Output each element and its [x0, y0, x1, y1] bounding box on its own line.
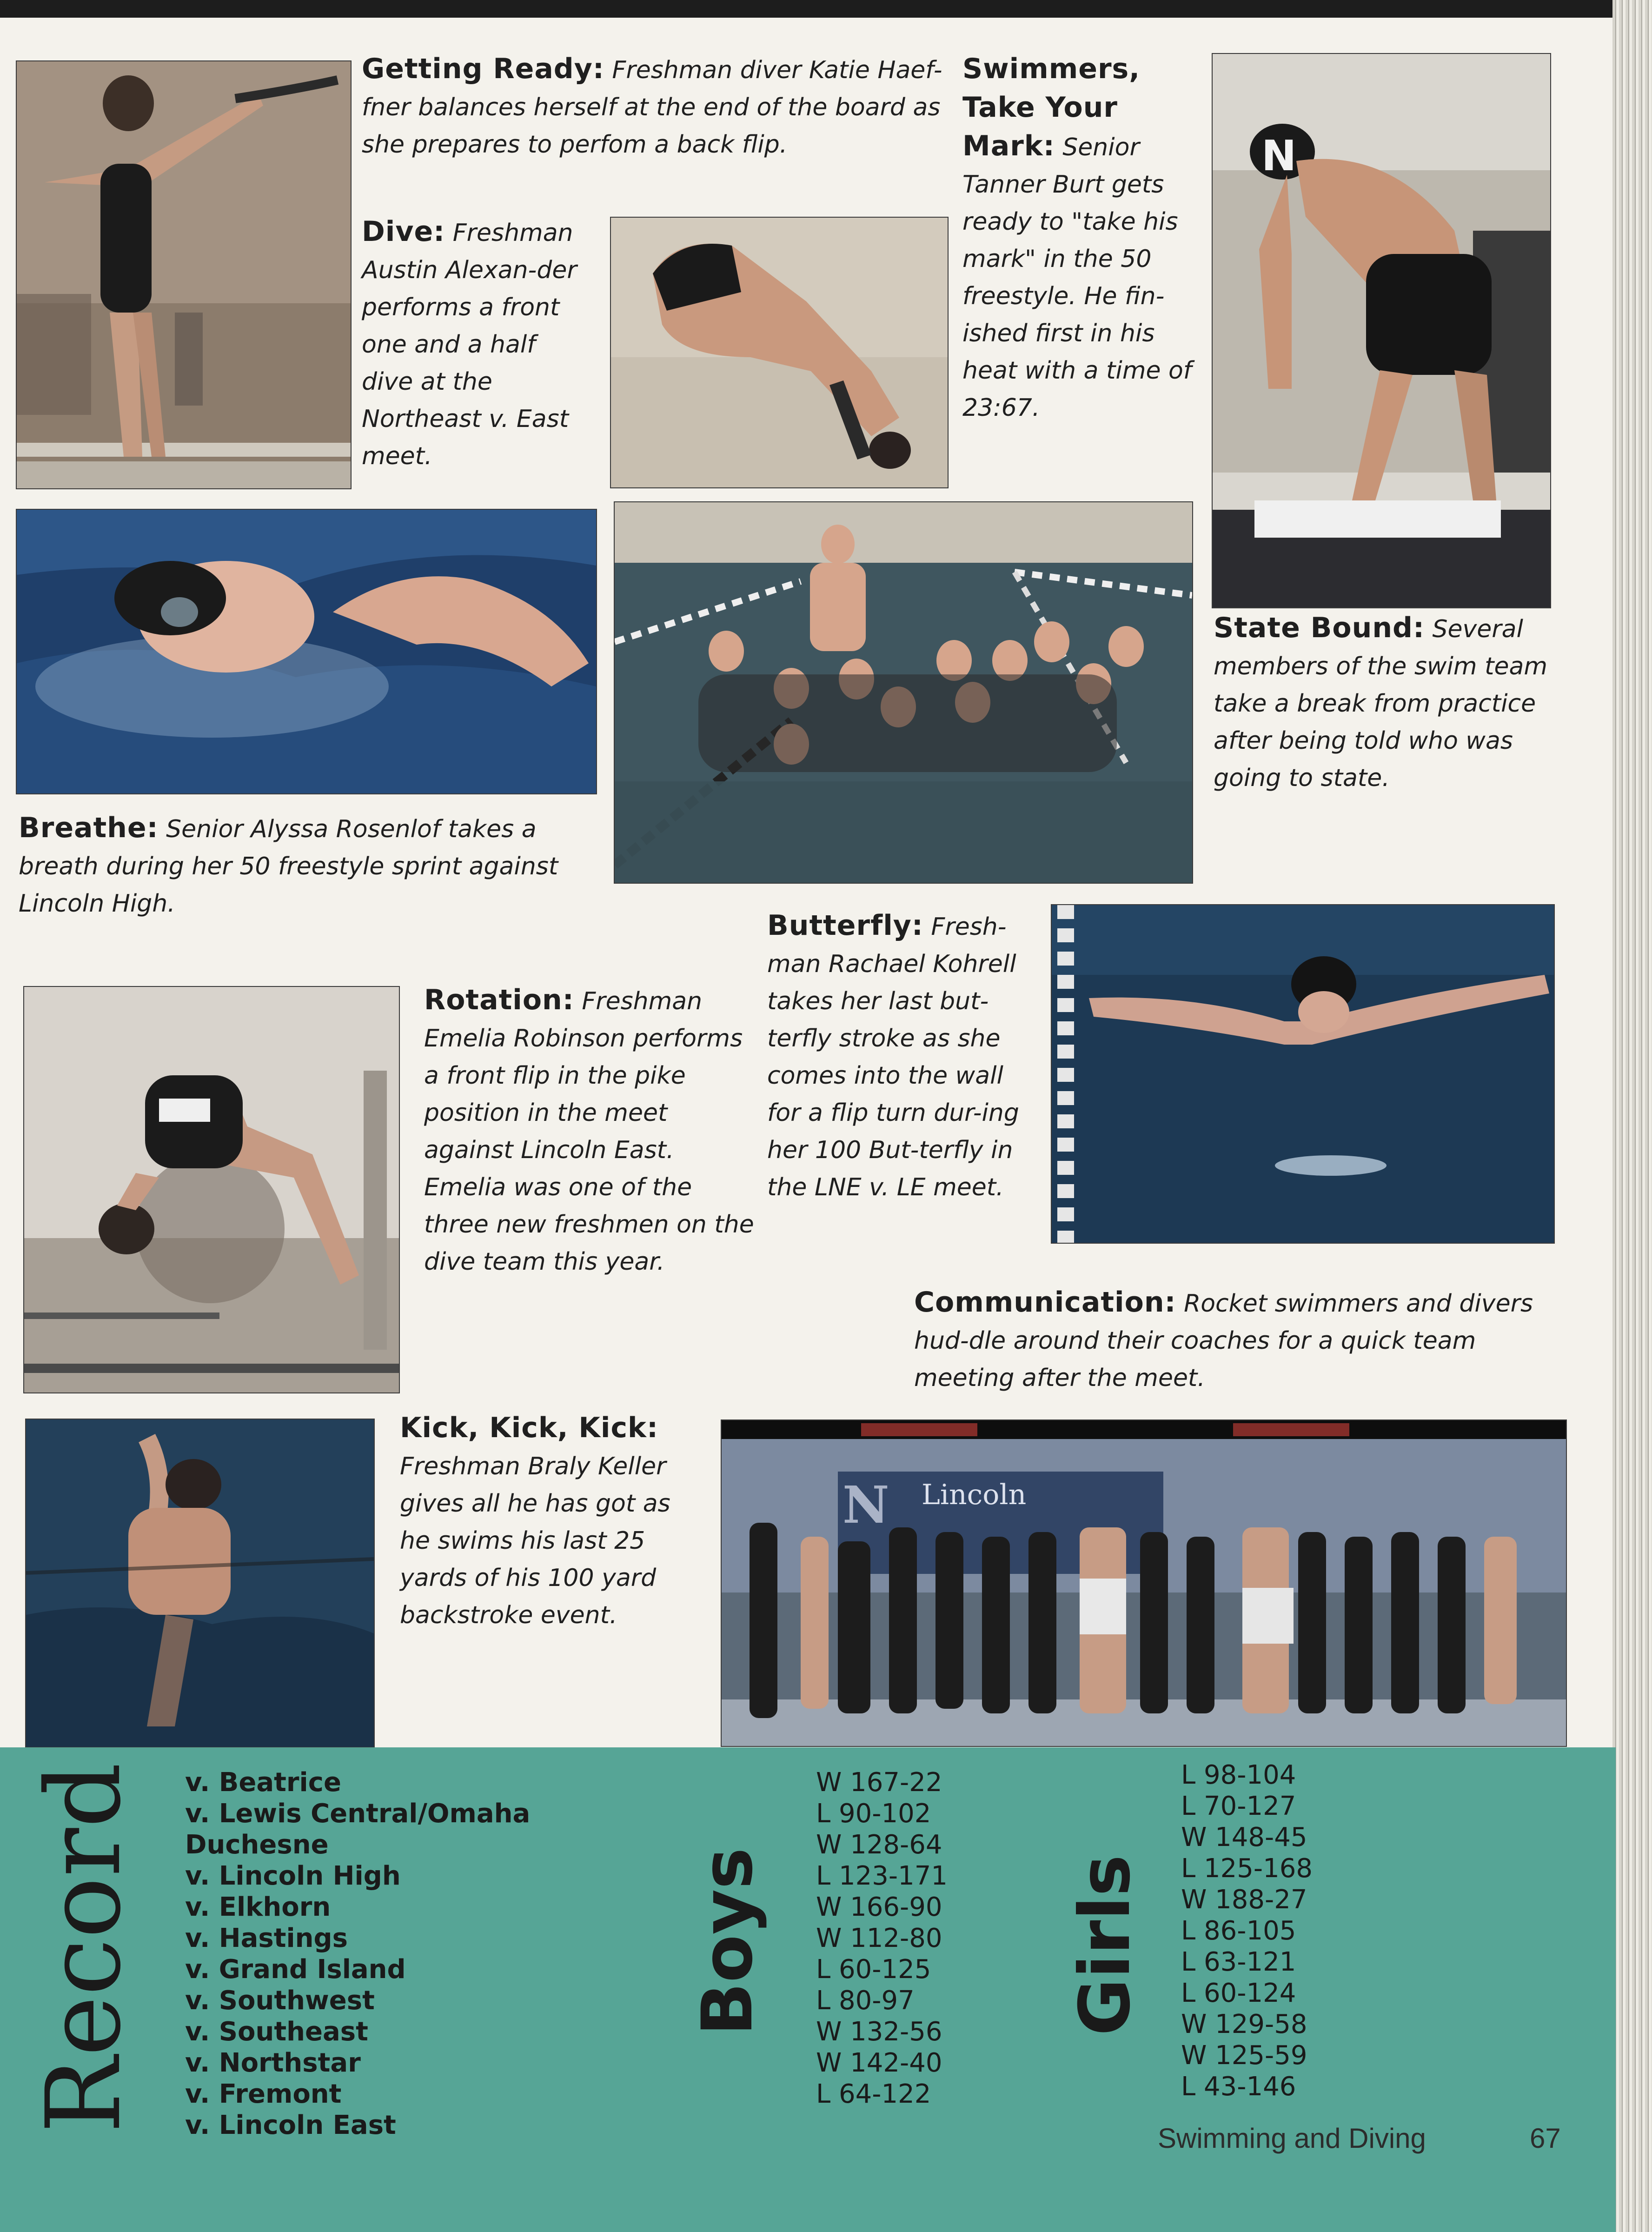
caption-text: Senior Alyssa Rosenlof takes a breath during her 50 freestyle sprint against Lincoln High. [19, 815, 558, 918]
caption-heading: Breathe: [19, 812, 159, 844]
list-item: v. Fremont [185, 2079, 342, 2109]
list-item: v. Elkhorn [185, 1892, 331, 1922]
page-number: 67 [1530, 2123, 1561, 2154]
list-item: v. Grand Island [185, 1954, 406, 1985]
list-item: L 98-104 [1181, 1760, 1296, 1790]
photo-team-huddle [721, 1419, 1567, 1747]
caption-swimmers-take-your-mark [962, 50, 1195, 426]
caption-heading: Communication: [914, 1286, 1176, 1319]
banner-text: Lincoln [922, 1479, 1027, 1511]
list-item: L 70-127 [1181, 1791, 1296, 1821]
caption-heading: Dive: [362, 215, 445, 248]
list-item: W 166-90 [816, 1892, 942, 1922]
list-item: W 188-27 [1181, 1885, 1307, 1915]
list-item: W 112-80 [816, 1923, 942, 1953]
list-item: v. Lincoln East [185, 2110, 396, 2140]
page-top-edge [0, 0, 1652, 18]
caption-heading: Butterfly: [767, 909, 923, 942]
girls-results [1181, 1759, 1358, 2102]
record-title: Record [24, 1762, 143, 2133]
caption-text: Freshman Austin Alexan-der performs a front one and a half dive at the Northeast v. East meet. [362, 219, 577, 470]
list-item: v. Lincoln High [185, 1861, 401, 1891]
caption-text: Senior Tanner Burt gets ready to "take his mark" in the 50 freestyle. He fin-ished first in his heat with a time of 23:67. [962, 133, 1192, 422]
caption-text: Fresh-man Rachael Kohrell takes her last but-terfly stroke as she comes into the wall for a flip turn dur-ing her 100 But-terfly in the LNE v. LE meet. [767, 913, 1019, 1201]
caption-rotation [424, 981, 759, 1280]
caption-state-bound [1214, 609, 1553, 797]
list-item: L 80-97 [816, 1985, 915, 2016]
record-band [0, 1747, 1616, 2232]
caption-text: Rocket swimmers and divers hud-dle around their coaches for a quick team meeting after the meet. [914, 1290, 1533, 1392]
caption-breathe [19, 809, 595, 922]
footer-section-name: Swimming and Diving [1158, 2123, 1426, 2154]
list-item: W 148-45 [1181, 1822, 1307, 1852]
photo-backstroke-swimmer [25, 1419, 375, 1748]
list-item: L 90-102 [816, 1799, 931, 1829]
banner-letter: N [843, 1475, 889, 1535]
opponent-list [185, 1767, 650, 2141]
photo-diver-pike [23, 986, 400, 1393]
caption-communication [914, 1284, 1546, 1397]
caption-text: Freshman Emelia Robinson performs a front flip in the pike position in the meet against Lincoln East. Emelia was one of the three new freshmen on the dive team this year. [424, 987, 754, 1276]
caption-heading: Rotation: [424, 984, 574, 1016]
boys-results [816, 1767, 993, 2110]
caption-text: Freshman Braly Keller gives all he has got as he swims his last 25 yards of his 100 yard backstroke event. [400, 1452, 670, 1629]
list-item: L 86-105 [1181, 1916, 1296, 1946]
photo-diver-mid-air [610, 217, 949, 488]
list-item: v. Beatrice [185, 1767, 341, 1798]
caption-text: Freshman diver Katie Haef-fner balances herself at the end of the board as she prepares to perfom a back flip. [362, 56, 942, 159]
caption-heading: Swimmers, Take Your Mark: [962, 53, 1141, 162]
list-item: W 142-40 [816, 2048, 942, 2078]
photo-butterfly-swimmer [1051, 904, 1555, 1244]
list-item: W 125-59 [1181, 2040, 1307, 2071]
caption-heading: Kick, Kick, Kick: [400, 1412, 658, 1444]
photo-diver-on-board [16, 60, 352, 489]
list-item: L 43-146 [1181, 2072, 1296, 2102]
photo-team-in-pool [614, 501, 1193, 884]
book-page-edges [1612, 0, 1652, 2232]
photo-swimmer-breathing [16, 509, 597, 794]
caption-dive [362, 213, 585, 475]
boys-label: Boys [687, 1847, 768, 2036]
girls-label: Girls [1065, 1854, 1146, 2036]
caption-getting-ready [362, 50, 952, 163]
caption-butterfly [767, 907, 1037, 1206]
swim-cap-letter: N [1261, 132, 1297, 180]
caption-text: Several members of the swim team take a break from practice after being told who was going to state. [1214, 615, 1547, 792]
list-item: W 129-58 [1181, 2009, 1307, 2039]
list-item: v. Southwest [185, 1985, 375, 2016]
list-item: v. Hastings [185, 1923, 348, 1953]
photo-swimmer-on-block [1212, 53, 1551, 608]
list-item: v. Southeast [185, 2017, 368, 2047]
list-item: v. Northstar [185, 2048, 361, 2078]
caption-heading: Getting Ready: [362, 53, 604, 85]
list-item: W 128-64 [816, 1830, 942, 1860]
list-item: L 125-168 [1181, 1853, 1313, 1884]
list-item: L 64-122 [816, 2079, 931, 2109]
list-item: v. Lewis Central/Omaha Duchesne [185, 1799, 531, 1860]
list-item: L 63-121 [1181, 1947, 1296, 1977]
list-item: W 132-56 [816, 2017, 942, 2047]
list-item: L 60-125 [816, 1954, 931, 1985]
list-item: W 167-22 [816, 1767, 942, 1798]
caption-kick [400, 1409, 688, 1634]
list-item: L 60-124 [1181, 1978, 1296, 2008]
caption-heading: State Bound: [1214, 612, 1425, 644]
list-item: L 123-171 [816, 1861, 948, 1891]
